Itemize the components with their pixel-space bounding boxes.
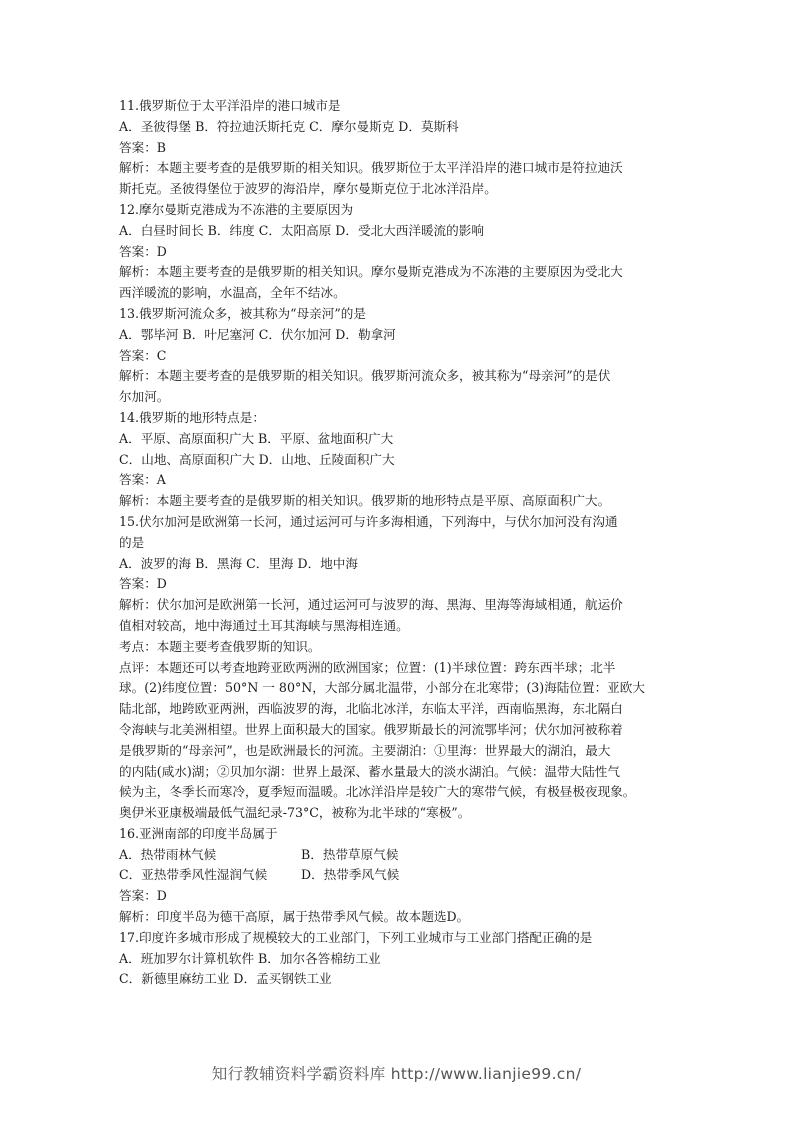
- question-15: [119, 512, 679, 824]
- question-options: C．新德里麻纺工业 D．孟买钢铁工业: [119, 971, 332, 987]
- question-dianping: 奥伊米亚康极端最低气温纪录-73°C，被称为北半球的“寒极”。: [119, 805, 471, 821]
- question-answer: 答案：B: [119, 139, 167, 155]
- question-title: 16.亚洲南部的印度半岛属于: [119, 825, 278, 841]
- question-analysis: 尔加河。: [119, 389, 170, 405]
- question-dianping: 候为主，冬季长而寒冷，夏季短而温暖。北冰洋沿岸是较广大的寒带气候，有极昼极夜现象。: [119, 784, 636, 800]
- options-row: [119, 845, 679, 866]
- question-options: A．白昼时间长 B．纬度 C．太阳高原 D．受北大西洋暖流的影响: [119, 222, 484, 238]
- question-answer: 答案：C: [119, 347, 167, 363]
- question-options: A．圣彼得堡 B．符拉迪沃斯托克 C．摩尔曼斯克 D．莫斯科: [119, 118, 459, 134]
- question-options: A．波罗的海 B．黑海 C．里海 D．地中海: [119, 555, 358, 571]
- option-c: C．亚热带季风性湿润气候: [119, 867, 268, 883]
- option-d: D．热带季风气候: [301, 867, 400, 883]
- question-analysis: 西洋暖流的影响，水温高，全年不结冰。: [119, 285, 346, 301]
- question-analysis: 解析：本题主要考查的是俄罗斯的相关知识。摩尔曼斯克港成为不冻港的主要原因为受北大: [119, 264, 623, 280]
- document-body: [119, 96, 679, 990]
- question-dianping: 球。(2)纬度位置：50°N 一 80°N，大部分属北温带，小部分在北寒带；(3)海陆位置：亚欧大: [119, 680, 645, 696]
- question-title: 11.俄罗斯位于太平洋沿岸的港口城市是: [119, 98, 341, 113]
- question-title: 15.伏尔加河是欧洲第一长河，通过运河可与许多海相通，下列海中，与伏尔加河没有沟通: [119, 513, 618, 529]
- question-dianping: 陆北部，地跨欧亚两洲，西临波罗的海，北临北冰洋，东临太平洋，西南临黑海，东北隔白: [119, 701, 623, 717]
- question-dianping: 令海峡与北美洲相望。世界上面积最大的国家。俄罗斯最长的河流鄂毕河；伏尔加河被称着: [119, 721, 623, 737]
- question-analysis: 值相对较高，地中海通过土耳其海峡与黑海相连通。: [119, 617, 409, 633]
- question-options: A．班加罗尔计算机软件 B．加尔各答棉纺工业: [119, 950, 381, 966]
- question-options: A．平原、高原面积广大 B．平原、盆地面积广大: [119, 430, 394, 446]
- question-dianping: 点评：本题还可以考查地跨亚欧两洲的欧洲国家；位置：(1)半球位置：跨东西半球；北半: [119, 659, 616, 675]
- question-analysis: 解析：本题主要考查的是俄罗斯的相关知识。俄罗斯河流众多，被其称为“母亲河”的是伏: [119, 368, 611, 384]
- question-title: 13.俄罗斯河流众多，被其称为“母亲河”的是: [119, 305, 366, 321]
- question-dianping: 是俄罗斯的“母亲河”，也是欧洲最长的河流。主要湖泊：①里海：世界最大的湖泊，最大: [119, 742, 611, 758]
- question-answer: 答案：D: [119, 243, 167, 259]
- question-answer: 答案：D: [119, 888, 167, 904]
- question-answer: 答案：D: [119, 576, 167, 592]
- option-a: A．热带雨林气候: [119, 846, 217, 862]
- question-12: [119, 200, 679, 304]
- question-title: 的是: [119, 534, 145, 550]
- options-row: [119, 865, 679, 886]
- question-analysis: 解析：伏尔加河是欧洲第一长河，通过运河可与波罗的海、黑海、里海等海域相通，航运价: [119, 597, 623, 613]
- question-title: 14.俄罗斯的地形特点是：: [119, 409, 265, 425]
- question-analysis: 解析：本题主要考查的是俄罗斯的相关知识。俄罗斯的地形特点是平原、高原面积广大。: [119, 493, 611, 509]
- question-title: 17.印度许多城市形成了规模较大的工业部门，下列工业城市与工业部门搭配正确的是: [119, 929, 593, 945]
- question-kaodian: 考点：本题主要考查俄罗斯的知识。: [119, 638, 321, 654]
- footer-watermark: 知行教辅资料学霸资料库 http://www.lianjie99.cn/: [211, 1065, 582, 1083]
- question-14: [119, 408, 679, 512]
- question-dianping: 的内陆(咸水)湖；②贝加尔湖：世界上最深、蓄水量最大的淡水湖泊。气候：温带大陆性气: [119, 763, 620, 779]
- question-13: [119, 304, 679, 408]
- option-b: B．热带草原气候: [301, 846, 399, 862]
- question-analysis: 解析：印度半岛为德干高原，属于热带季风气候。故本题选D。: [119, 909, 470, 925]
- question-11: [119, 96, 679, 200]
- question-17: [119, 928, 679, 990]
- question-16: [119, 824, 679, 928]
- question-options: A．鄂毕河 B．叶尼塞河 C．伏尔加河 D．勒拿河: [119, 326, 396, 342]
- question-options: C．山地、高原面积广大 D．山地、丘陵面积广大: [119, 451, 395, 467]
- question-analysis: 斯托克。圣彼得堡位于波罗的海沿岸，摩尔曼斯克位于北冰洋沿岸。: [119, 181, 497, 197]
- question-title: 12.摩尔曼斯克港成为不冻港的主要原因为: [119, 201, 354, 217]
- question-answer: 答案：A: [119, 472, 166, 488]
- question-analysis: 解析：本题主要考查的是俄罗斯的相关知识。俄罗斯位于太平洋沿岸的港口城市是符拉迪沃: [119, 160, 623, 176]
